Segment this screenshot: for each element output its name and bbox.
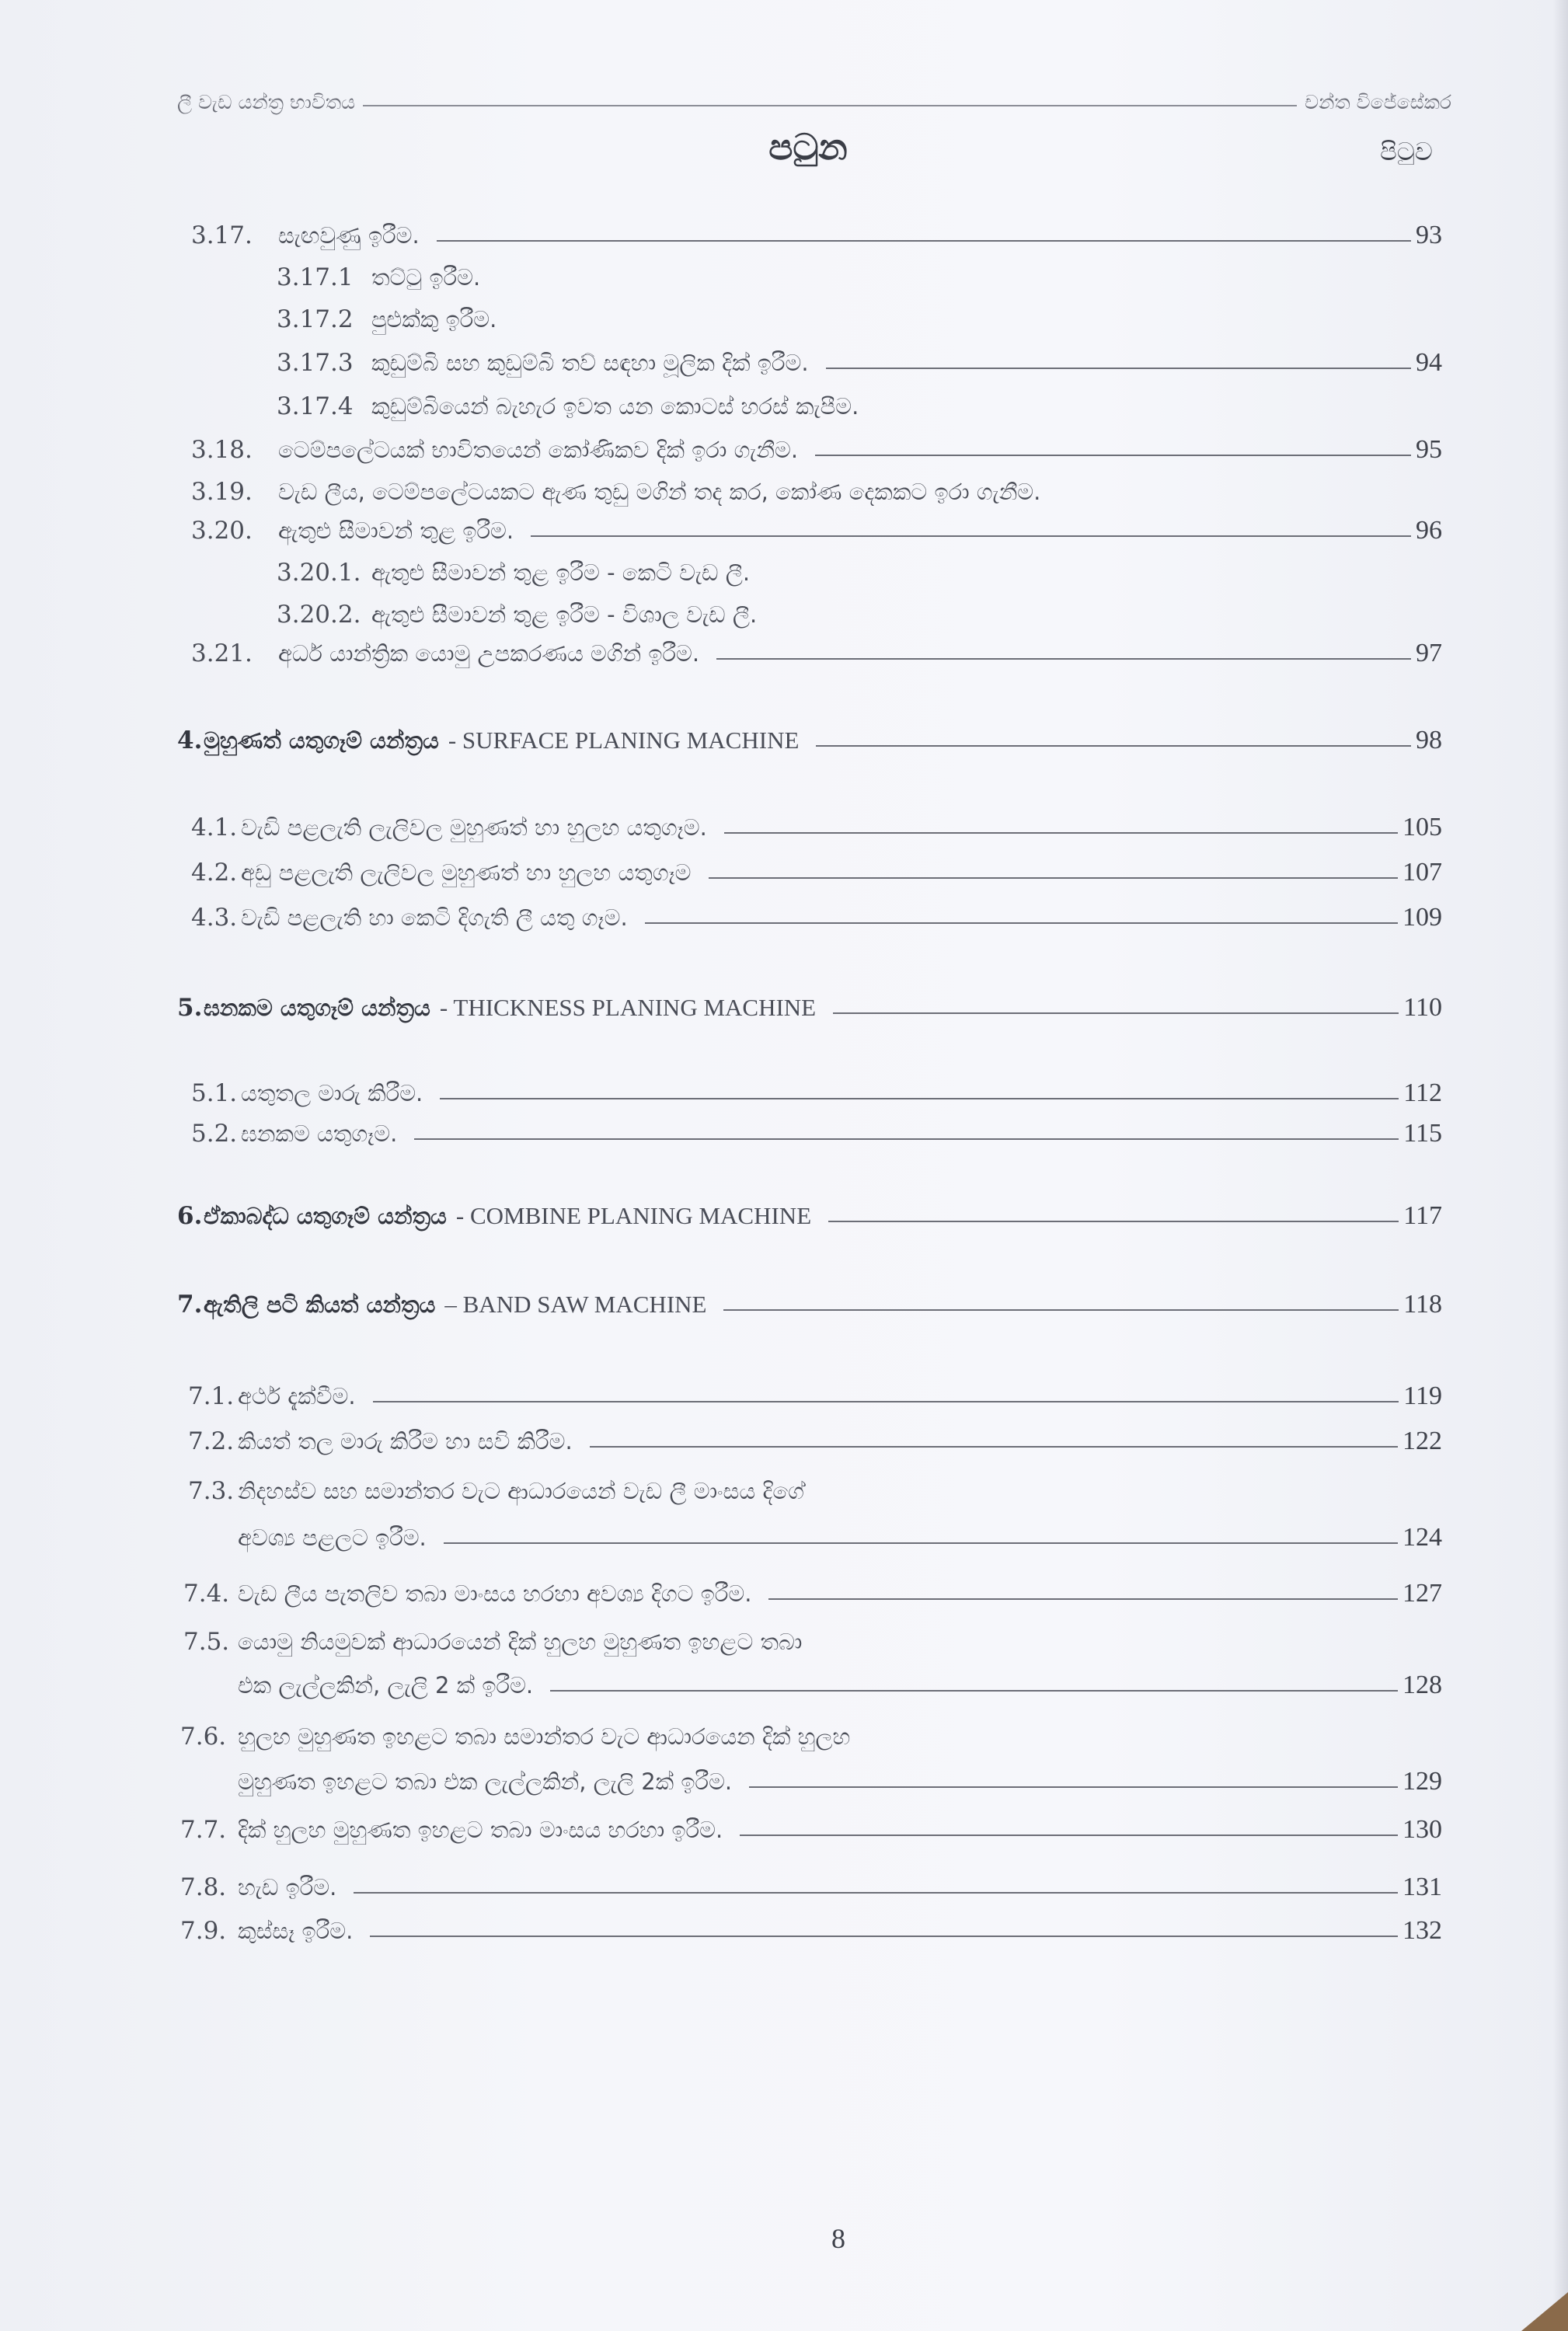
toc-entry-continuation bbox=[238, 1520, 1442, 1556]
toc-entry bbox=[191, 636, 1442, 671]
dot-leader bbox=[740, 1834, 1398, 1836]
toc-chapter-title: මුහුණත් යතුගෑම් යන්ත්‍රය bbox=[204, 726, 439, 754]
toc-number: 3.20. bbox=[191, 517, 253, 545]
toc-number: 7.9. bbox=[180, 1917, 227, 1945]
toc-number: 7.2. bbox=[188, 1427, 235, 1455]
toc-entry bbox=[191, 900, 1442, 936]
toc-entry bbox=[191, 432, 1442, 468]
toc-page-number: 117 bbox=[1403, 1201, 1442, 1230]
toc-number: 4.2. bbox=[191, 859, 238, 887]
dot-leader bbox=[444, 1542, 1398, 1544]
toc-entry bbox=[191, 513, 1442, 549]
page-number-footer: 8 bbox=[831, 2223, 845, 2254]
toc-number: 5.1. bbox=[191, 1079, 238, 1107]
toc-number: 5.2. bbox=[191, 1120, 238, 1148]
toc-title: හැඩ ඉරීම. bbox=[238, 1873, 337, 1901]
toc-page-number: 130 bbox=[1402, 1815, 1442, 1844]
toc-title: වැඩ ලීය පැතලිව තබා මාංසය හරහා අවශ්‍ය දිගට ඉරීම. bbox=[238, 1580, 752, 1607]
toc-page-number: 118 bbox=[1403, 1290, 1442, 1319]
toc-title: මුහුණත ඉහළට තබා එක ලැල්ලකින්, ලැලි 2ක් ඉරීම. bbox=[238, 1768, 733, 1795]
toc-entry bbox=[180, 1719, 850, 1754]
toc-title: කුඩුම්බියෙන් බැහැර ඉවත යන කොටස් හරස් කැපීම. bbox=[371, 392, 859, 420]
dot-leader bbox=[768, 1598, 1398, 1600]
toc-entry bbox=[277, 301, 497, 337]
toc-entry bbox=[191, 1075, 1442, 1111]
dot-leader bbox=[815, 455, 1411, 456]
toc-page-number: 93 bbox=[1416, 221, 1442, 249]
toc-number: 4.1. bbox=[191, 814, 238, 841]
toc-entry bbox=[191, 855, 1442, 890]
toc-title: හුලහ මුහුණත ඉහළට තබා සමාන්තර වැට ආධාරයෙන දික් හුලහ bbox=[238, 1723, 851, 1750]
dot-leader bbox=[723, 1309, 1399, 1311]
toc-number: 4.3. bbox=[191, 904, 238, 932]
toc-page-number: 109 bbox=[1402, 903, 1442, 932]
dot-leader bbox=[716, 658, 1411, 660]
dot-leader bbox=[828, 1221, 1399, 1222]
toc-entry-continuation bbox=[238, 1764, 1442, 1800]
toc-page-number: 96 bbox=[1416, 516, 1442, 545]
toc-number: 3.17.3 bbox=[277, 349, 354, 377]
toc-page-number: 112 bbox=[1403, 1078, 1442, 1107]
dot-leader bbox=[645, 922, 1398, 924]
header-book-title: ලී වැඩ යන්ත්‍ර භාවිතය bbox=[177, 91, 356, 113]
page-edge-shadow bbox=[1552, 0, 1568, 2331]
toc-entry bbox=[183, 1624, 802, 1660]
toc-title: දික් හුලහ මුහුණත ඉහළට තබා මාංසය හරහා ඉරීම. bbox=[238, 1816, 723, 1843]
toc-chapter-entry bbox=[177, 990, 1442, 1026]
toc-title: ඇතුළු සීමාවන් තුළ ඉරීම. bbox=[278, 517, 514, 544]
toc-title: කුඩුම්බි සහ කුඩුම්බි තව් සඳහා මූලික දික් ඉරීම. bbox=[371, 349, 809, 376]
toc-title: අර්ථ දැක්වීම. bbox=[238, 1382, 356, 1409]
toc-title: යොමු නියමුවක් ආධාරයෙන් දික් හුලහ මුහුණත ඉහළට තබා bbox=[238, 1628, 803, 1655]
toc-number: 7.8. bbox=[180, 1873, 227, 1901]
toc-chapter-number: 7. bbox=[177, 1291, 203, 1319]
toc-title: පුළුක්කු ඉරීම. bbox=[371, 305, 497, 333]
dot-leader bbox=[749, 1786, 1398, 1788]
toc-title: ඇතුළු සීමාවන් තුළ ඉරීම - විශාල වැඩ ලී. bbox=[371, 601, 758, 628]
toc-chapter-english: - COMBINE PLANING MACHINE bbox=[455, 1202, 812, 1229]
toc-entry bbox=[188, 1378, 1442, 1414]
dot-leader bbox=[531, 535, 1411, 537]
toc-chapter-number: 6. bbox=[177, 1202, 203, 1230]
dot-leader bbox=[826, 368, 1411, 369]
toc-page-number: 128 bbox=[1402, 1671, 1442, 1699]
toc-number: 3.17. bbox=[191, 221, 253, 249]
dot-leader bbox=[724, 832, 1398, 834]
toc-number: 3.18. bbox=[191, 436, 253, 464]
toc-number: 7.4. bbox=[183, 1580, 230, 1608]
toc-entry-continuation bbox=[238, 1667, 1442, 1703]
toc-page-number: 131 bbox=[1402, 1873, 1442, 1901]
dot-leader bbox=[437, 240, 1411, 242]
toc-entry bbox=[191, 218, 1442, 253]
toc-entry bbox=[277, 345, 1442, 381]
toc-title: ඇතුළු සීමාවන් තුළ ඉරීම - කෙටි වැඩ ලී. bbox=[371, 559, 751, 586]
toc-entry bbox=[191, 1116, 1442, 1152]
toc-page-number: 129 bbox=[1402, 1767, 1442, 1796]
toc-title: වැඩ ලීය, ටෙම්පලේටයකට ඇණ තුඩු මගින් තද කර, කෝණ දෙකකට ඉරා ගැනීම. bbox=[278, 478, 1041, 505]
toc-page-number: 119 bbox=[1403, 1382, 1442, 1410]
toc-entry bbox=[277, 260, 480, 295]
toc-number: 3.17.2 bbox=[277, 305, 354, 333]
toc-entry bbox=[180, 1869, 1442, 1905]
dot-leader bbox=[816, 745, 1411, 747]
dot-leader bbox=[414, 1138, 1399, 1140]
page-title: පටුන bbox=[768, 126, 848, 168]
toc-number: 7.5. bbox=[183, 1628, 230, 1656]
toc-number: 7.6. bbox=[180, 1723, 227, 1751]
toc-chapter-english: – BAND SAW MACHINE bbox=[444, 1291, 707, 1318]
toc-chapter-number: 4. bbox=[177, 726, 203, 754]
toc-page-number: 132 bbox=[1402, 1916, 1442, 1945]
toc-number: 7.7. bbox=[180, 1816, 227, 1844]
toc-title: අඩු පළලැති ලැලිවල මුහුණත් හා හුලහ යතුගෑම bbox=[241, 859, 692, 886]
header-author: චන්ත විජේසේකර bbox=[1305, 91, 1451, 113]
toc-chapter-entry bbox=[177, 1287, 1442, 1322]
toc-entry bbox=[188, 1423, 1442, 1459]
toc-page-number: 94 bbox=[1416, 348, 1442, 377]
toc-page-number: 97 bbox=[1416, 639, 1442, 667]
toc-title: කුස්සෑ ඉරීම. bbox=[238, 1917, 354, 1944]
dot-leader bbox=[370, 1936, 1398, 1937]
toc-entry bbox=[277, 388, 859, 424]
toc-page-number: 127 bbox=[1402, 1579, 1442, 1608]
toc-page-number: 107 bbox=[1402, 858, 1442, 887]
toc-entry bbox=[191, 810, 1442, 845]
dot-leader bbox=[550, 1690, 1398, 1692]
toc-title: වැඩි පළලැති හා කෙටි දිගැති ලී යතු ගෑම. bbox=[241, 904, 628, 931]
dot-leader bbox=[590, 1446, 1398, 1448]
toc-title: ටෙම්පලේටයක් භාවිතයෙන් කෝණිකව දික් ඉරා ගැනීම. bbox=[278, 436, 799, 463]
toc-chapter-title: ඒකාබද්ධ යතුගෑම් යන්ත්‍රය bbox=[204, 1202, 447, 1229]
toc-page-number: 122 bbox=[1402, 1427, 1442, 1455]
toc-title: නිදහස්ව සහ සමාන්තර වැට ආධාරයෙන් වැඩ ලී මාංසය දිගේ bbox=[238, 1477, 804, 1504]
toc-entry bbox=[191, 474, 1040, 510]
toc-entry bbox=[183, 1576, 1442, 1611]
toc-number: 3.17.4 bbox=[277, 392, 354, 420]
toc-title: ඝනකම යතුගෑම. bbox=[241, 1120, 398, 1147]
toc-number: 3.21. bbox=[191, 639, 253, 667]
toc-entry bbox=[180, 1812, 1442, 1848]
toc-title: අර්ධ යාන්ත්‍රික යොමු උපකරණය මගින් ඉරීම. bbox=[278, 639, 700, 667]
toc-chapter-english: - SURFACE PLANING MACHINE bbox=[448, 726, 800, 754]
toc-title: යතුතල මාරු කිරීම. bbox=[241, 1079, 423, 1106]
toc-page-number: 95 bbox=[1416, 435, 1442, 464]
toc-number: 3.19. bbox=[191, 478, 253, 506]
dot-leader bbox=[833, 1012, 1399, 1014]
toc-chapter-entry bbox=[177, 723, 1442, 758]
toc-number: 7.1. bbox=[188, 1382, 235, 1410]
toc-chapter-title: ඝනකම යතුගෑම් යන්ත්‍රය bbox=[204, 994, 430, 1021]
toc-entry bbox=[277, 555, 750, 591]
toc-chapter-english: - THICKNESS PLANING MACHINE bbox=[439, 994, 817, 1021]
toc-page-number: 110 bbox=[1403, 993, 1442, 1022]
toc-title: කියත් තල මාරු කිරීම හා සවි කිරීම. bbox=[238, 1427, 573, 1455]
toc-number: 3.17.1 bbox=[277, 263, 354, 291]
dot-leader bbox=[709, 877, 1398, 879]
dot-leader bbox=[373, 1401, 1399, 1402]
toc-entry bbox=[180, 1913, 1442, 1949]
toc-number: 3.20.1. bbox=[277, 559, 361, 587]
toc-title: වැඩි පළලැති ලැලිවල මුහුණත් හා හුලහ යතුගෑම. bbox=[241, 814, 707, 841]
toc-title: සැඟවුණු ඉරීම. bbox=[278, 221, 420, 249]
toc-title: එක ලැල්ලකින්, ලැලි 2 ක් ඉරීම. bbox=[238, 1671, 534, 1699]
toc-page-number: 98 bbox=[1416, 726, 1442, 754]
toc-number: 7.3. bbox=[188, 1477, 235, 1505]
toc-page-number: 124 bbox=[1402, 1523, 1442, 1552]
toc-title: තට්ටු ඉරීම. bbox=[371, 263, 481, 291]
toc-entry bbox=[277, 597, 757, 632]
toc-title: අවශ්‍ය පළලට ඉරීම. bbox=[238, 1524, 427, 1551]
toc-page-number: 105 bbox=[1402, 813, 1442, 841]
dot-leader bbox=[354, 1892, 1398, 1894]
toc-chapter-title: ඇතිලි පටි කියත් යන්ත්‍රය bbox=[204, 1291, 436, 1318]
toc-chapter-number: 5. bbox=[177, 994, 203, 1022]
toc-page-number: 115 bbox=[1403, 1119, 1442, 1148]
page-column-label: පිටුව bbox=[1380, 137, 1433, 166]
toc-number: 3.20.2. bbox=[277, 601, 361, 629]
dot-leader bbox=[440, 1098, 1399, 1099]
toc-chapter-entry bbox=[177, 1198, 1442, 1234]
toc-entry bbox=[188, 1473, 804, 1509]
